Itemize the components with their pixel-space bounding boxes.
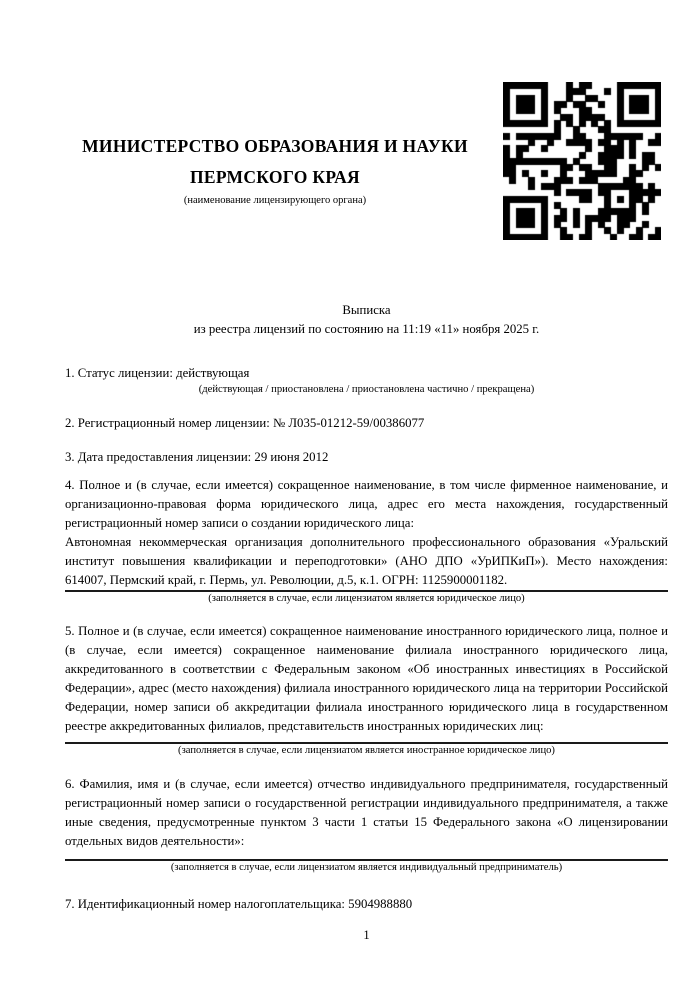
document-body — [65, 0, 668, 914]
foreign-entity-note: (заполняется в случае, если лицензиатом является иностранное юридическое лицо) — [178, 745, 555, 756]
individual-entrepreneur-note: (заполняется в случае, если лицензиатом является индивидуальный предприниматель) — [170, 862, 563, 873]
licensing-authority-caption: (наименование лицензирующего органа) — [183, 195, 367, 206]
ministry-name-line2: ПЕРМСКОГО КРАЯ — [190, 167, 360, 187]
legal-entity-note: (заполняется в случае, если лицензиатом является юридическое лицо) — [208, 593, 525, 604]
license-grant-date: 3. Дата предоставления лицензии: 29 июня 2012 — [65, 450, 329, 464]
document-title — [65, 301, 668, 339]
license-registration-number: 2. Регистрационный номер лицензии: № Л035-01212-59/00386077 — [65, 416, 425, 430]
document-title-line2: из реестра лицензий по состоянию на 11:19 «11» ноября 2025 г. — [193, 322, 540, 336]
ministry-name-line1: МИНИСТЕРСТВО ОБРАЗОВАНИЯ И НАУКИ — [82, 136, 468, 156]
license-status-note: (действующая / приостановлена / приостановлена частично / прекращена) — [198, 384, 535, 395]
license-status: 1. Статус лицензии: действующая — [65, 366, 250, 380]
foreign-entity-clause: 5. Полное и (в случае, если имеется) сокращенное наименование иностранного юридического лица, полное и (в случае, если имеется) сокращенное наименование филиала иностранного юридического лица, аккредитованного в соответствии с Федеральным законом «Об иностранных инвестициях в Российской Федерации», адрес (место нахождения) филиала иностранного юридического лица на территории Российской Федерации, номер записи об аккредитации филиала иностранного юридического лица в государственном реестре аккредитованных филиалов, представительств иностранных юридических лиц: — [65, 624, 668, 733]
taxpayer-id: 7. Идентификационный номер налогоплательщика: 5904988880 — [65, 897, 413, 911]
individual-entrepreneur-clause: 6. Фамилия, имя и (в случае, если имеется) отчество индивидуального предпринимателя, государственный регистрационный номер записи о государственной регистрации индивидуального предпринимателя, а также иные сведения, предусмотренные пунктом 3 части 1 статьи 15 Федерального закона «О лицензировании отдельных видов деятельности»: — [65, 777, 668, 848]
legal-entity-value: Автономная некоммерческая организация дополнительного профессионального образования «Уральский институт повышения квалификации и переподготовки» (АНО ДПО «УрИПКиП»). Место нахождения: 614007, Пермский край, г. Пермь, ул. Революции, д.5, к.1. ОГРН: 1125900001182. — [65, 535, 668, 587]
legal-entity-clause: 4. Полное и (в случае, если имеется) сокращенное наименование, в том числе фирменное наименование, и организационно-правовая форма юридического лица, адрес его места нахождения, государственный регистрационный номер записи о создании юридического лица: — [65, 478, 668, 530]
document-title-line1: Выписка — [342, 303, 391, 317]
page-number: 1 — [363, 928, 370, 942]
